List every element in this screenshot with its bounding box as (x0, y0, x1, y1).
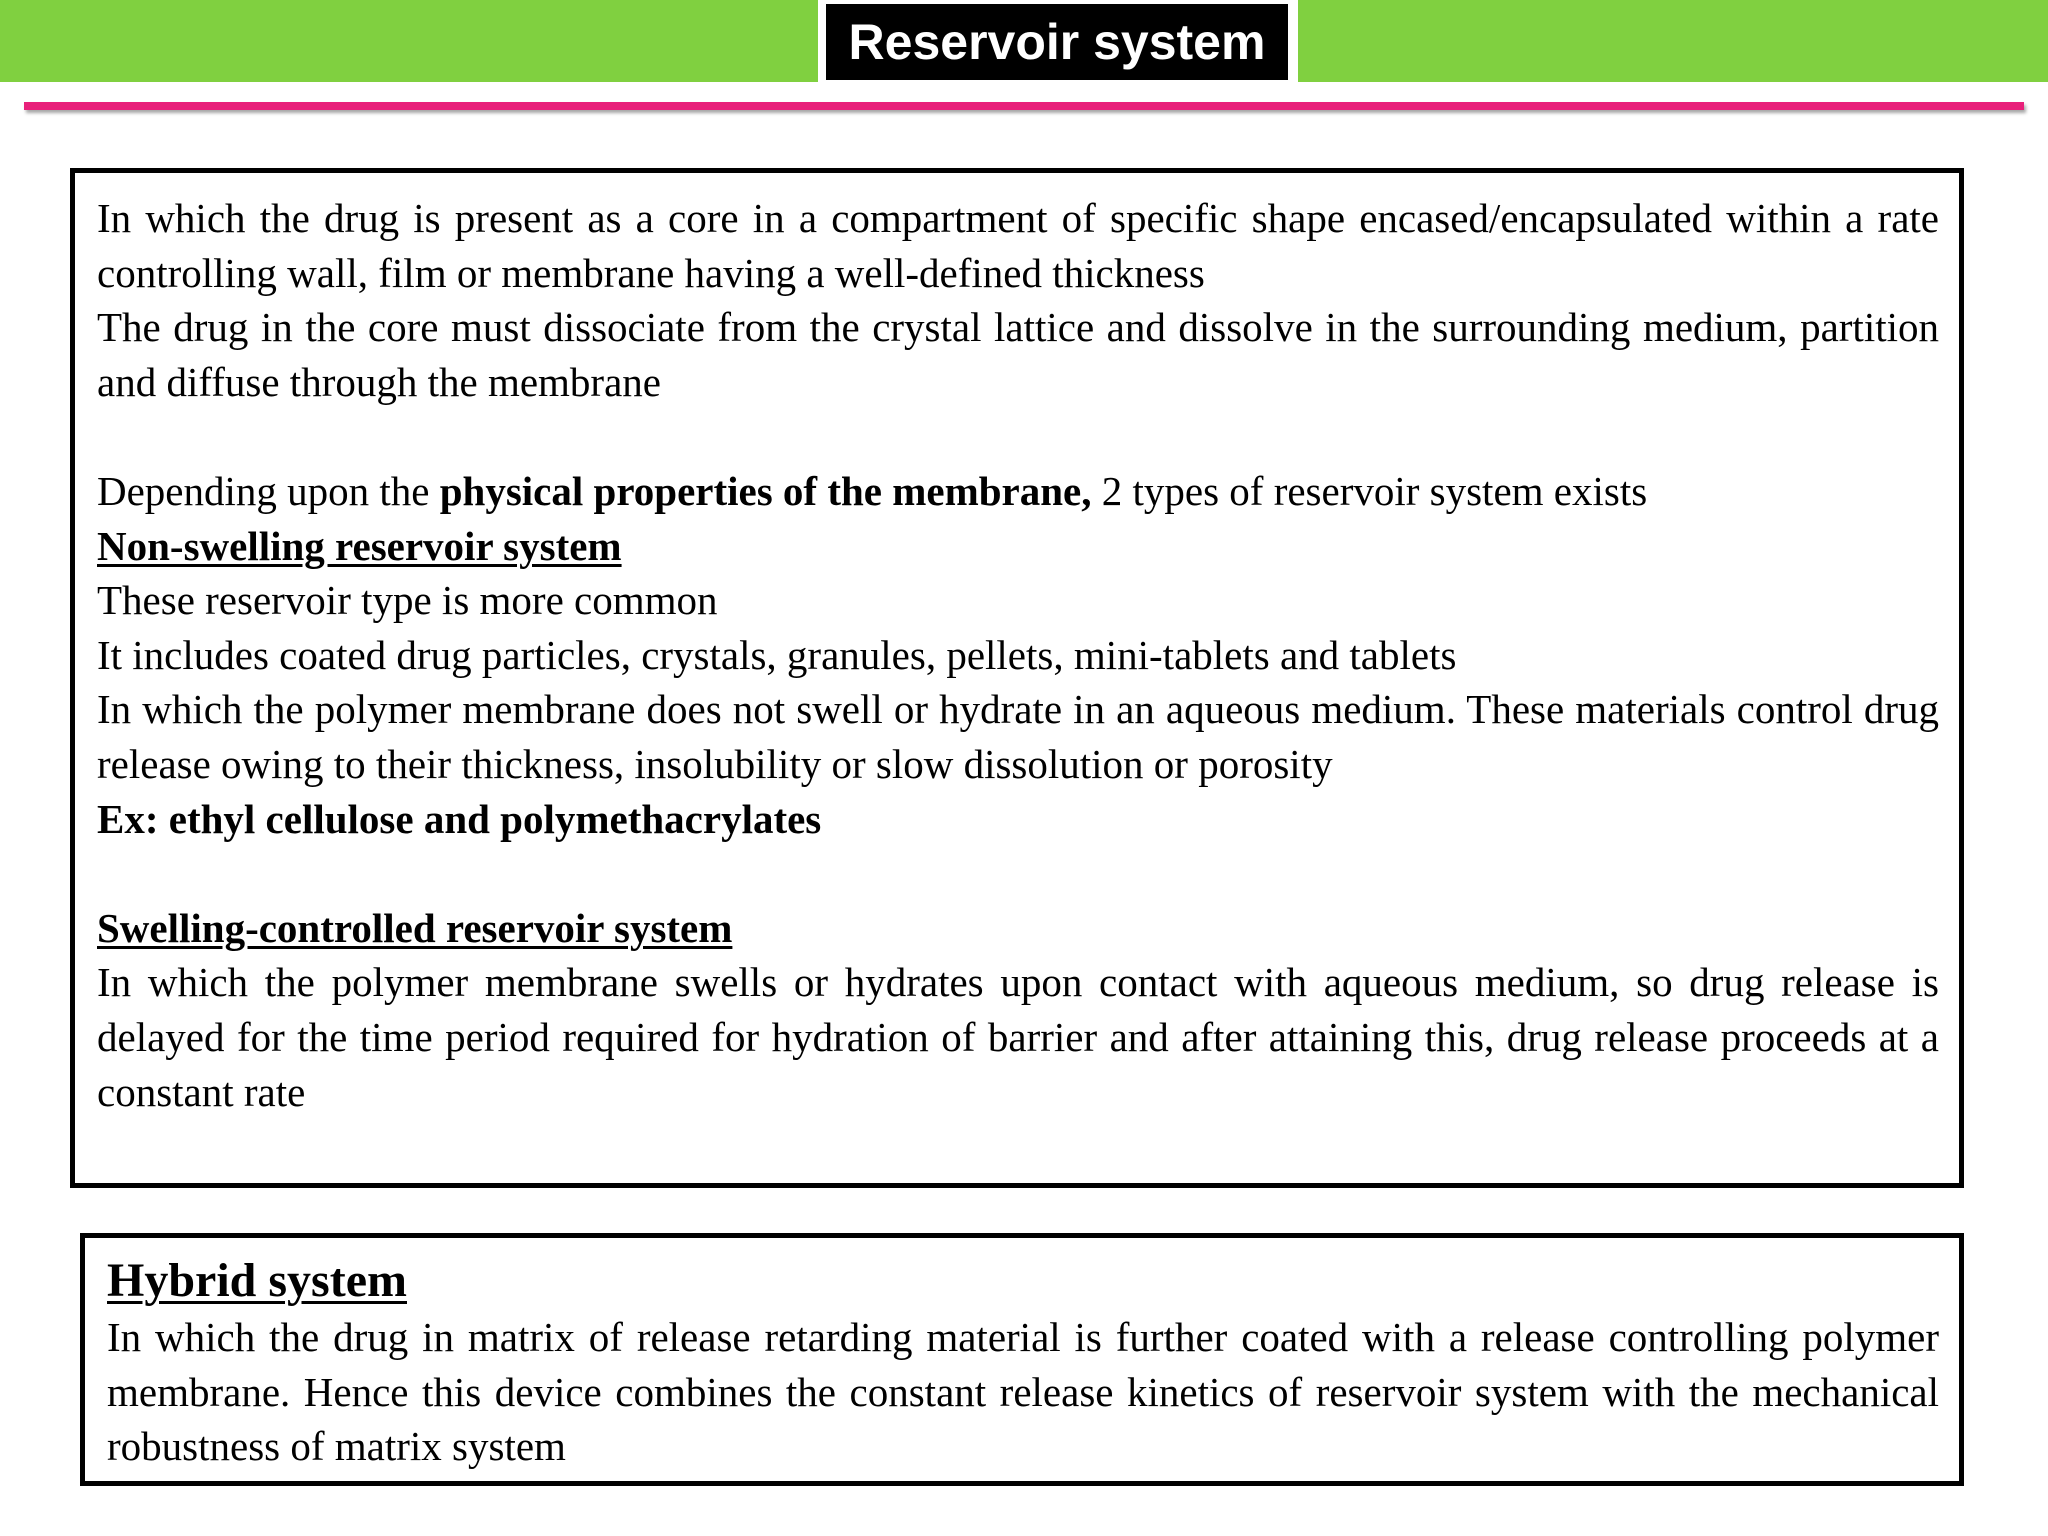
non-swelling-heading: Non-swelling reservoir system (97, 522, 622, 569)
header-band-right (1298, 0, 2048, 82)
accent-divider (24, 102, 2024, 110)
non-swelling-line-3: In which the polymer membrane does not swell or hydrate in an aqueous medium. These materials control drug release owing to their thickness, insolubility or slow dissolution or porosity (97, 686, 1939, 787)
hybrid-text: In which the drug in matrix of release retarding material is further coated with a release controlling polymer membrane. Hence this device combines the constant release kinetics of reservoir system with the mechanical robustness of matrix system (107, 1314, 1939, 1470)
non-swelling-line-2: It includes coated drug particles, crystals, granules, pellets, mini-tablets and tablets (97, 631, 1457, 678)
reservoir-definition: In which the drug is present as a core in a compartment of specific shape encased/encapsulated within a rate controlling wall, film or membrane having a well-defined thickness (97, 195, 1939, 296)
hybrid-system-box (80, 1233, 1964, 1486)
types-intro-emphasis: physical properties of the membrane, (439, 467, 1092, 514)
spacer (97, 846, 1939, 901)
types-intro-prefix: Depending upon the (97, 467, 440, 514)
slide-title: Reservoir system (826, 4, 1288, 80)
reservoir-types-intro (97, 464, 1939, 519)
swelling-text: In which the polymer membrane swells or hydrates upon contact with aqueous medium, so drug release is delayed for the time period required for hydration of barrier and after attaining this, drug release proceeds at a constant rate (97, 959, 1939, 1115)
swelling-heading: Swelling-controlled reservoir system (97, 904, 733, 951)
spacer (97, 409, 1939, 464)
non-swelling-line-1: These reservoir type is more common (97, 577, 718, 624)
types-intro-suffix: 2 types of reservoir system exists (1091, 467, 1648, 514)
header-band-left (0, 0, 818, 82)
non-swelling-example: Ex: ethyl cellulose and polymethacrylates (97, 795, 822, 842)
reservoir-mechanism: The drug in the core must dissociate from the crystal lattice and dissolve in the surrounding medium, partition and diffuse through the membrane (97, 304, 1939, 405)
hybrid-heading: Hybrid system (107, 1254, 407, 1307)
reservoir-description-box (70, 168, 1964, 1188)
